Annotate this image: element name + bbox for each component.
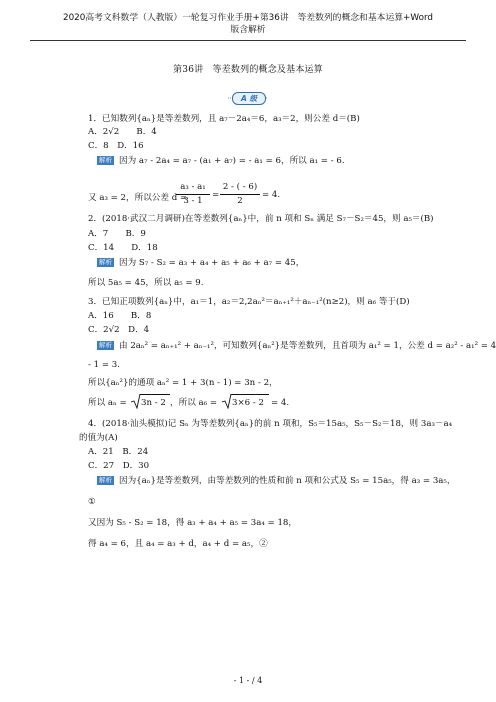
problem-2-explanation-1 — [97, 258, 304, 269]
problem-3-explanation-3: 所以{aₙ²}的通项 aₙ² = 1 + 3(n - 1) = 3n - 2， — [88, 378, 278, 388]
problem-4-explanation-2: ① — [88, 497, 96, 507]
explanation-tag: 解析 — [99, 156, 112, 164]
problem-4-stem: 4．(2018·汕头模拟)记 Sₙ 为等差数列{aₙ}的前 n 项和，S₅＝15a₅，S₅－S₂＝18，则 3a₃－a₄ — [88, 419, 453, 429]
problem-4-options-cd: C．27 D．30 — [88, 461, 150, 471]
problem-2-explanation-2: 所以 5a₅ = 45，所以 a₅ = 9. — [88, 278, 204, 288]
problem-2-stem: 2．(2018·武汉二月调研)在等差数列{aₙ}中，前 n 项和 Sₙ 满足 S₇－S₂＝45，则 a₅＝(B) — [88, 214, 434, 224]
problem-3-explanation-4a: 所以 aₙ = — [88, 398, 127, 408]
problem-1-explanation-2: 又 a₃ = 2，所以公差 d = — [88, 193, 188, 203]
section-badge — [228, 90, 268, 106]
fraction-1-denominator: 3 - 1 — [183, 196, 203, 206]
lesson-title: 第36讲 等差数列的概念及基本运算 — [173, 65, 323, 75]
page-footer: - 1 - / 4 — [233, 676, 263, 685]
problem-4-options-ab: A．21 B．24 — [88, 447, 149, 457]
radical-bar-2 — [231, 394, 269, 395]
problem-2-options-cd: C．14 D．18 — [88, 243, 158, 253]
explanation-tag: 解析 — [99, 341, 112, 349]
problem-4-explanation-3: 又因为 S₅ - S₂ = 18，得 a₃ + a₄ + a₅ = 3a₄ = 18， — [88, 518, 297, 528]
problem-1-options-cd: C．8 D．16 — [88, 141, 144, 151]
fraction-1-bar — [176, 194, 210, 195]
problem-1-stem: 1．已知数列{aₙ}是等差数列，且 a₇－2a₄＝6，a₃＝2，则公差 d＝(B) — [88, 114, 360, 124]
document-header — [30, 12, 466, 36]
problem-3-explanation-1 — [97, 341, 496, 352]
fraction-2-bar — [220, 194, 260, 195]
explanation-text: 因为{aₙ}是等差数列，由等差数列的性质和前 n 项和公式及 S₅ = 15a₅，得 a₃ = 3a₅， — [119, 476, 456, 486]
explanation-text: 因为 S₇ - S₂ = a₃ + a₄ + a₅ + a₆ + a₇ = 45， — [119, 258, 305, 268]
explanation-text: 因为 a₇ - 2a₄ = a₇ - (a₁ + a₇) = - a₁ = 6，所以 a₁ = - 6. — [119, 156, 345, 166]
problem-3-options-cd: C．2√2 D．4 — [88, 325, 150, 335]
problem-4-explanation-4: 得 a₄ = 6，且 a₄ = a₃ + d，a₄ + d = a₅，② — [88, 539, 268, 549]
fraction-1-numerator: a₃ - a₁ — [180, 182, 206, 192]
problem-3-options-ab: A．16 B．8 — [88, 311, 152, 321]
problem-3-explanation-4e: = 4. — [271, 398, 290, 408]
header-line-1: 2020高考文科数学（人教版）一轮复习作业手册+第36讲 等差数列的概念和基本运算+Word — [62, 13, 434, 23]
problem-4-explanation-1 — [97, 476, 455, 487]
radical-bar-1 — [140, 394, 170, 395]
problem-3-explanation-2: - 1 = 3. — [88, 360, 120, 370]
explanation-tag: 解析 — [99, 258, 112, 266]
header-line-2: 版含解析 — [230, 25, 266, 35]
problem-1-options-ab: A．2√2 B．4 — [88, 127, 157, 137]
fraction-2-numerator: 2 - ( - 6) — [222, 182, 258, 192]
explanation-tag: 解析 — [99, 476, 112, 484]
equals-sign: = — [212, 190, 220, 200]
problem-3-stem: 3．已知正项数列{aₙ}中，a₁＝1，a₂＝2,2aₙ²＝aₙ₊₁²＋aₙ₋₁²(n≥2)，则 a₆ 等于(D) — [88, 297, 410, 307]
radicand-2: 3×6 - 2 — [232, 398, 264, 408]
radicand-1: 3n - 2 — [141, 398, 166, 408]
problem-2-options-ab: A．7 B．9 — [88, 229, 146, 239]
header-divider — [30, 40, 466, 41]
radical-sign-1-icon — [131, 393, 141, 409]
explanation-text: 由 2aₙ² = aₙ₊₁² + aₙ₋₁²，可知数列{aₙ²}是等差数列，且首项为 a₁² = 1，公差 d = a₂² - a₁² = 4 — [119, 341, 496, 351]
problem-3-explanation-4c: ，所以 a₆ = — [170, 398, 218, 408]
problem-1-explanation-1 — [97, 156, 345, 167]
problem-4-stem-cont: 的值为(A) — [79, 433, 118, 443]
section-badge-label: A 级 — [232, 92, 266, 105]
fraction-2-denominator: 2 — [237, 196, 243, 206]
fraction-result: = 4. — [262, 190, 281, 200]
radical-sign-2-icon — [222, 393, 232, 409]
